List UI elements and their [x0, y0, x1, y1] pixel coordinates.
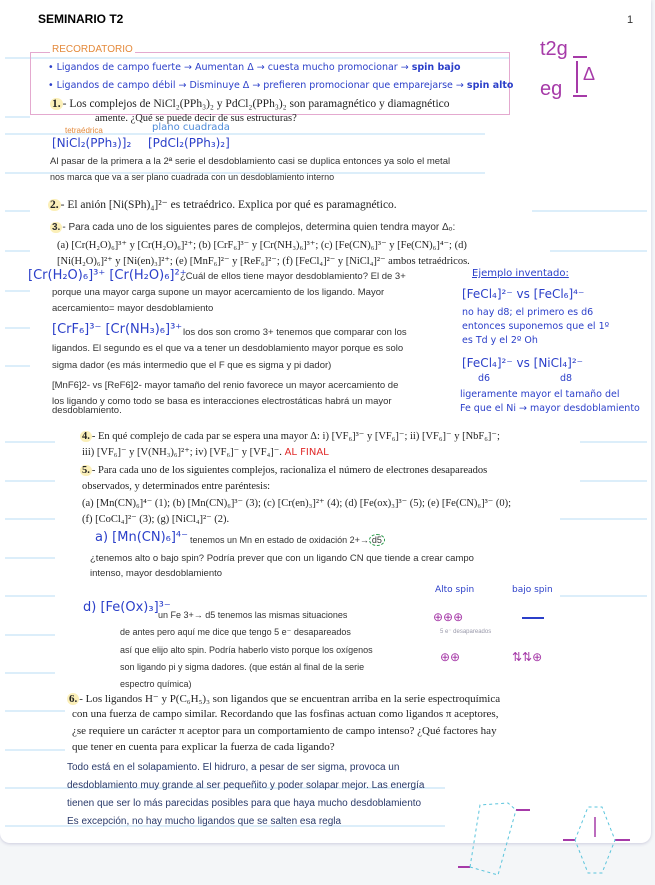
answer-text: desdoblamiento.	[52, 405, 122, 416]
reminder-text: • Ligandos de campo débil → Disminuye Δ → prefieren promocionar que emparejarse →	[48, 80, 464, 91]
answer-text: acercamiento= mayor desdoblamiento	[52, 303, 214, 314]
question-5	[80, 465, 487, 476]
q-text: iii) [VF₆]⁻ y [V(NH₃)₆]²⁺; iv) [VF₆]⁻ y [VF₄]⁻.	[82, 447, 282, 458]
q-text: - Para cada uno de los siguientes complejos, racionaliza el número de electrones desapareados	[91, 465, 488, 476]
example-title: Ejemplo inventado:	[472, 268, 569, 279]
mo-diagram-generic	[563, 807, 630, 873]
reminder-label: RECORDATORIO	[52, 44, 133, 55]
label-tetrahedral: tetraédrica	[65, 126, 103, 135]
low-spin-lower-electrons: ⇅⇅⊕	[512, 650, 543, 664]
reminder-line-1	[48, 62, 460, 73]
answer-text: sigma dador (es más intermedio que el F que es sigma y pi dador)	[52, 360, 332, 371]
question-3	[50, 222, 455, 233]
answer-text: nos marca que va a ser plano cuadrada con un desdoblamiento interno	[50, 172, 335, 182]
delta-label: Δ	[583, 64, 596, 84]
answer-a-line	[190, 535, 385, 545]
complex-list: (a) [Mn(CN)₆]⁴⁻ (1); (b) [Mn(CN)₆]³⁻ (3); (c) [Cr(en)₃]²⁺ (4); (d) [Fe(ox)₃]³⁻ (5); (e) [Fe(CN)₆]³⁻ (0);	[82, 498, 512, 509]
reminder-line-2	[48, 80, 513, 91]
q-number: 5.	[82, 465, 90, 476]
answer-text: [MnF6]2- vs [ReF6]2- mayor tamaño del renio favorece un mayor acercamiento de	[52, 380, 399, 391]
q-number: 1.	[52, 98, 61, 110]
example-text: Fe que el Ni → mayor desdoblamiento	[460, 403, 640, 414]
arrow-icon	[576, 61, 578, 93]
high-spin-label: Alto spin	[435, 585, 475, 595]
q-text: observados, y determinados entre paréntesis:	[82, 481, 271, 492]
answer-text: los ligando y como todo se basa es interacciones electrostáticas habrá un mayor	[52, 396, 392, 407]
answer-text: tenemos un Mn en estado de oxidación 2+→	[190, 535, 369, 545]
unpaired-note: 5 e⁻ desapareados	[440, 629, 492, 635]
eg-level	[573, 95, 587, 97]
low-spin-label: bajo spin	[512, 585, 553, 595]
formula: [CrF₆]³⁻ [Cr(NH₃)₆]³⁺	[52, 322, 183, 337]
reminder-bold: spin alto	[466, 80, 514, 91]
q-text: - En qué complejo de cada par se espera una mayor Δ: i) [VF₆]³⁻ y [VF₆]⁻; ii) [VF₆]⁻ y [NbF₆]⁻;	[91, 431, 500, 442]
t2g-label: t2g	[540, 38, 568, 60]
example-text: entonces suponemos que el 1º	[462, 321, 610, 332]
answer-text: ligandos. El segundo es el que va a tener un desdoblamiento mayor porque es solo	[52, 343, 404, 354]
q-number: 3.	[52, 222, 61, 233]
mo-diagram-hydride	[458, 803, 530, 875]
formula: [FeCl₄]²⁻ vs [FeCl₆]⁴⁻	[462, 287, 585, 301]
pairs-list: [Ni(H₂O)₆]²⁺ y [Ni(en)₃]²⁺; (e) [MnF₆]²⁻ y [ReF₆]²⁻; (f) [FeCl₄]²⁻ y [NiCl₄]²⁻ ambos tetraédricos.	[57, 256, 470, 267]
answer-text: desdoblamiento muy grande al ser pequeñito y poder solapar mejor. Las energía	[67, 780, 425, 791]
q-number: 4.	[82, 431, 90, 442]
q4-line2	[82, 446, 329, 458]
q-text: - Los complejos de NiCl₂(PPh₃)₂ y PdCl₂(PPh₃)₂ son paramagnético y diamagnético	[62, 98, 450, 110]
example-text: ligeramente mayor el tamaño del	[460, 389, 620, 400]
answer-text: así que elijo alto spin. Podría haberlo visto porque los oxígenos	[120, 645, 373, 655]
answer-text: espectro química)	[120, 679, 192, 689]
answer-label: a) [Mn(CN)₆]⁴⁻	[95, 530, 188, 545]
answer-text: porque una mayor carga supone un mayor acercamiento de los ligando. Mayor	[52, 287, 385, 298]
reminder-bold: spin bajo	[411, 62, 461, 73]
eg-label: eg	[540, 78, 563, 100]
label-square-planar: plano cuadrada	[152, 122, 230, 133]
answer-text: intenso, mayor desdoblamiento	[90, 568, 223, 579]
d-count: d6	[478, 373, 491, 384]
answer-text: los dos son cromo 3+ tenemos que comparar con los	[183, 327, 407, 338]
d-count: d8	[560, 373, 573, 384]
question-2	[48, 197, 397, 211]
complex-list: (f) [CoCl₄]²⁻ (3); (g) [NiCl₄]²⁻ (2).	[82, 514, 230, 525]
q-number: 6.	[69, 693, 78, 705]
t2g-level	[573, 56, 587, 58]
example-text: es Td y el 2º Oh	[462, 335, 538, 346]
answer-text: son ligando pi y sigma dadores. (que están al final de la serie	[120, 662, 365, 672]
q-text: - Para cada uno de los siguientes pares de complejos, determina quien tendra mayor Δₒ:	[62, 222, 456, 233]
answer-text: Es excepción, no hay mucho ligandos que se salten esa regla	[67, 816, 342, 827]
question-4	[80, 430, 500, 442]
q-text: - Los ligandos H⁻ y P(C₆H₅)₃ son ligandos que se encuentran arriba en la serie espectroquímica	[79, 693, 501, 705]
q-number: 2.	[50, 199, 59, 211]
q-text: amente. ¿Qué se puede decir de sus estructuras?	[95, 113, 297, 124]
low-spin-upper-levels	[522, 617, 544, 619]
q-text: que tener en cuenta para explicar la fuerza de cada ligando?	[72, 741, 335, 753]
question-1	[50, 98, 450, 110]
pairs-list: (a) [Cr(H₂O)₆]³⁺ y [Cr(H₂O)₆]²⁺; (b) [CrF₆]³⁻ y [Cr(NH₃)₆]³⁺; (c) [Fe(CN)₆]³⁻ y [Fe(CN)₆]⁴⁻; (d)	[57, 240, 467, 251]
example-text: no hay d8; el primero es d6	[462, 307, 594, 318]
answer-text: ¿tenemos alto o bajo spin? Podría prever que con un ligando CN que tiende a crear campo	[90, 553, 474, 564]
answer-text: un Fe 3+→ d5 tenemos las mismas situaciones	[158, 610, 348, 620]
mo-diagrams	[450, 795, 640, 885]
answer-label: d) [Fe(Ox)₃]³⁻	[83, 600, 171, 615]
q-text: - El anión [Ni(SPh)₄]²⁻ es tetraédrico. Explica por qué es paramagnético.	[60, 199, 397, 211]
page-title: SEMINARIO T2	[38, 12, 124, 26]
q-text: ¿se requiere un carácter π aceptor para un comportamiento de campo intenso? ¿Qué factores hay	[72, 725, 497, 737]
q-text: con una fuerza de campo similar. Recordando que las fosfinas actuan como ligandos π aceptores,	[72, 708, 499, 720]
answer-text: Todo está en el solapamiento. El hidruro, a pesar de ser sigma, provoca un	[67, 762, 400, 773]
high-spin-lower-electrons: ⊕⊕	[440, 650, 461, 664]
answer-text: de antes pero aquí me dice que tengo 5 e⁻ desapareados	[120, 627, 351, 637]
answer-text: tienen que ser lo más parecidas posibles para que haya mucho desdoblamiento	[67, 798, 422, 809]
formula: [FeCl₄]²⁻ vs [NiCl₄]²⁻	[462, 356, 583, 370]
answer-text: Al pasar de la primera a la 2ª serie el desdoblamiento casi se duplica entonces ya solo el metal	[50, 156, 451, 167]
note-al-final: AL FINAL	[284, 447, 329, 458]
formula: [PdCl₂(PPh₃)₂]	[148, 136, 230, 150]
formula: [NiCl₂(PPh₃)]₂	[52, 136, 132, 150]
high-spin-upper-electrons: ⊕⊕⊕	[433, 610, 464, 624]
reminder-text: • Ligandos de campo fuerte → Aumentan Δ → cuesta mucho promocionar →	[48, 62, 409, 73]
page-number: 1	[627, 14, 634, 26]
answer-text: ¿Cuál de ellos tiene mayor desdoblamiento? El de 3+	[180, 271, 406, 282]
formula: [Cr(H₂O)₆]³⁺ [Cr(H₂O)₆]²⁺	[28, 268, 187, 283]
question-6	[67, 692, 500, 705]
circled-d5: d5	[369, 534, 385, 546]
